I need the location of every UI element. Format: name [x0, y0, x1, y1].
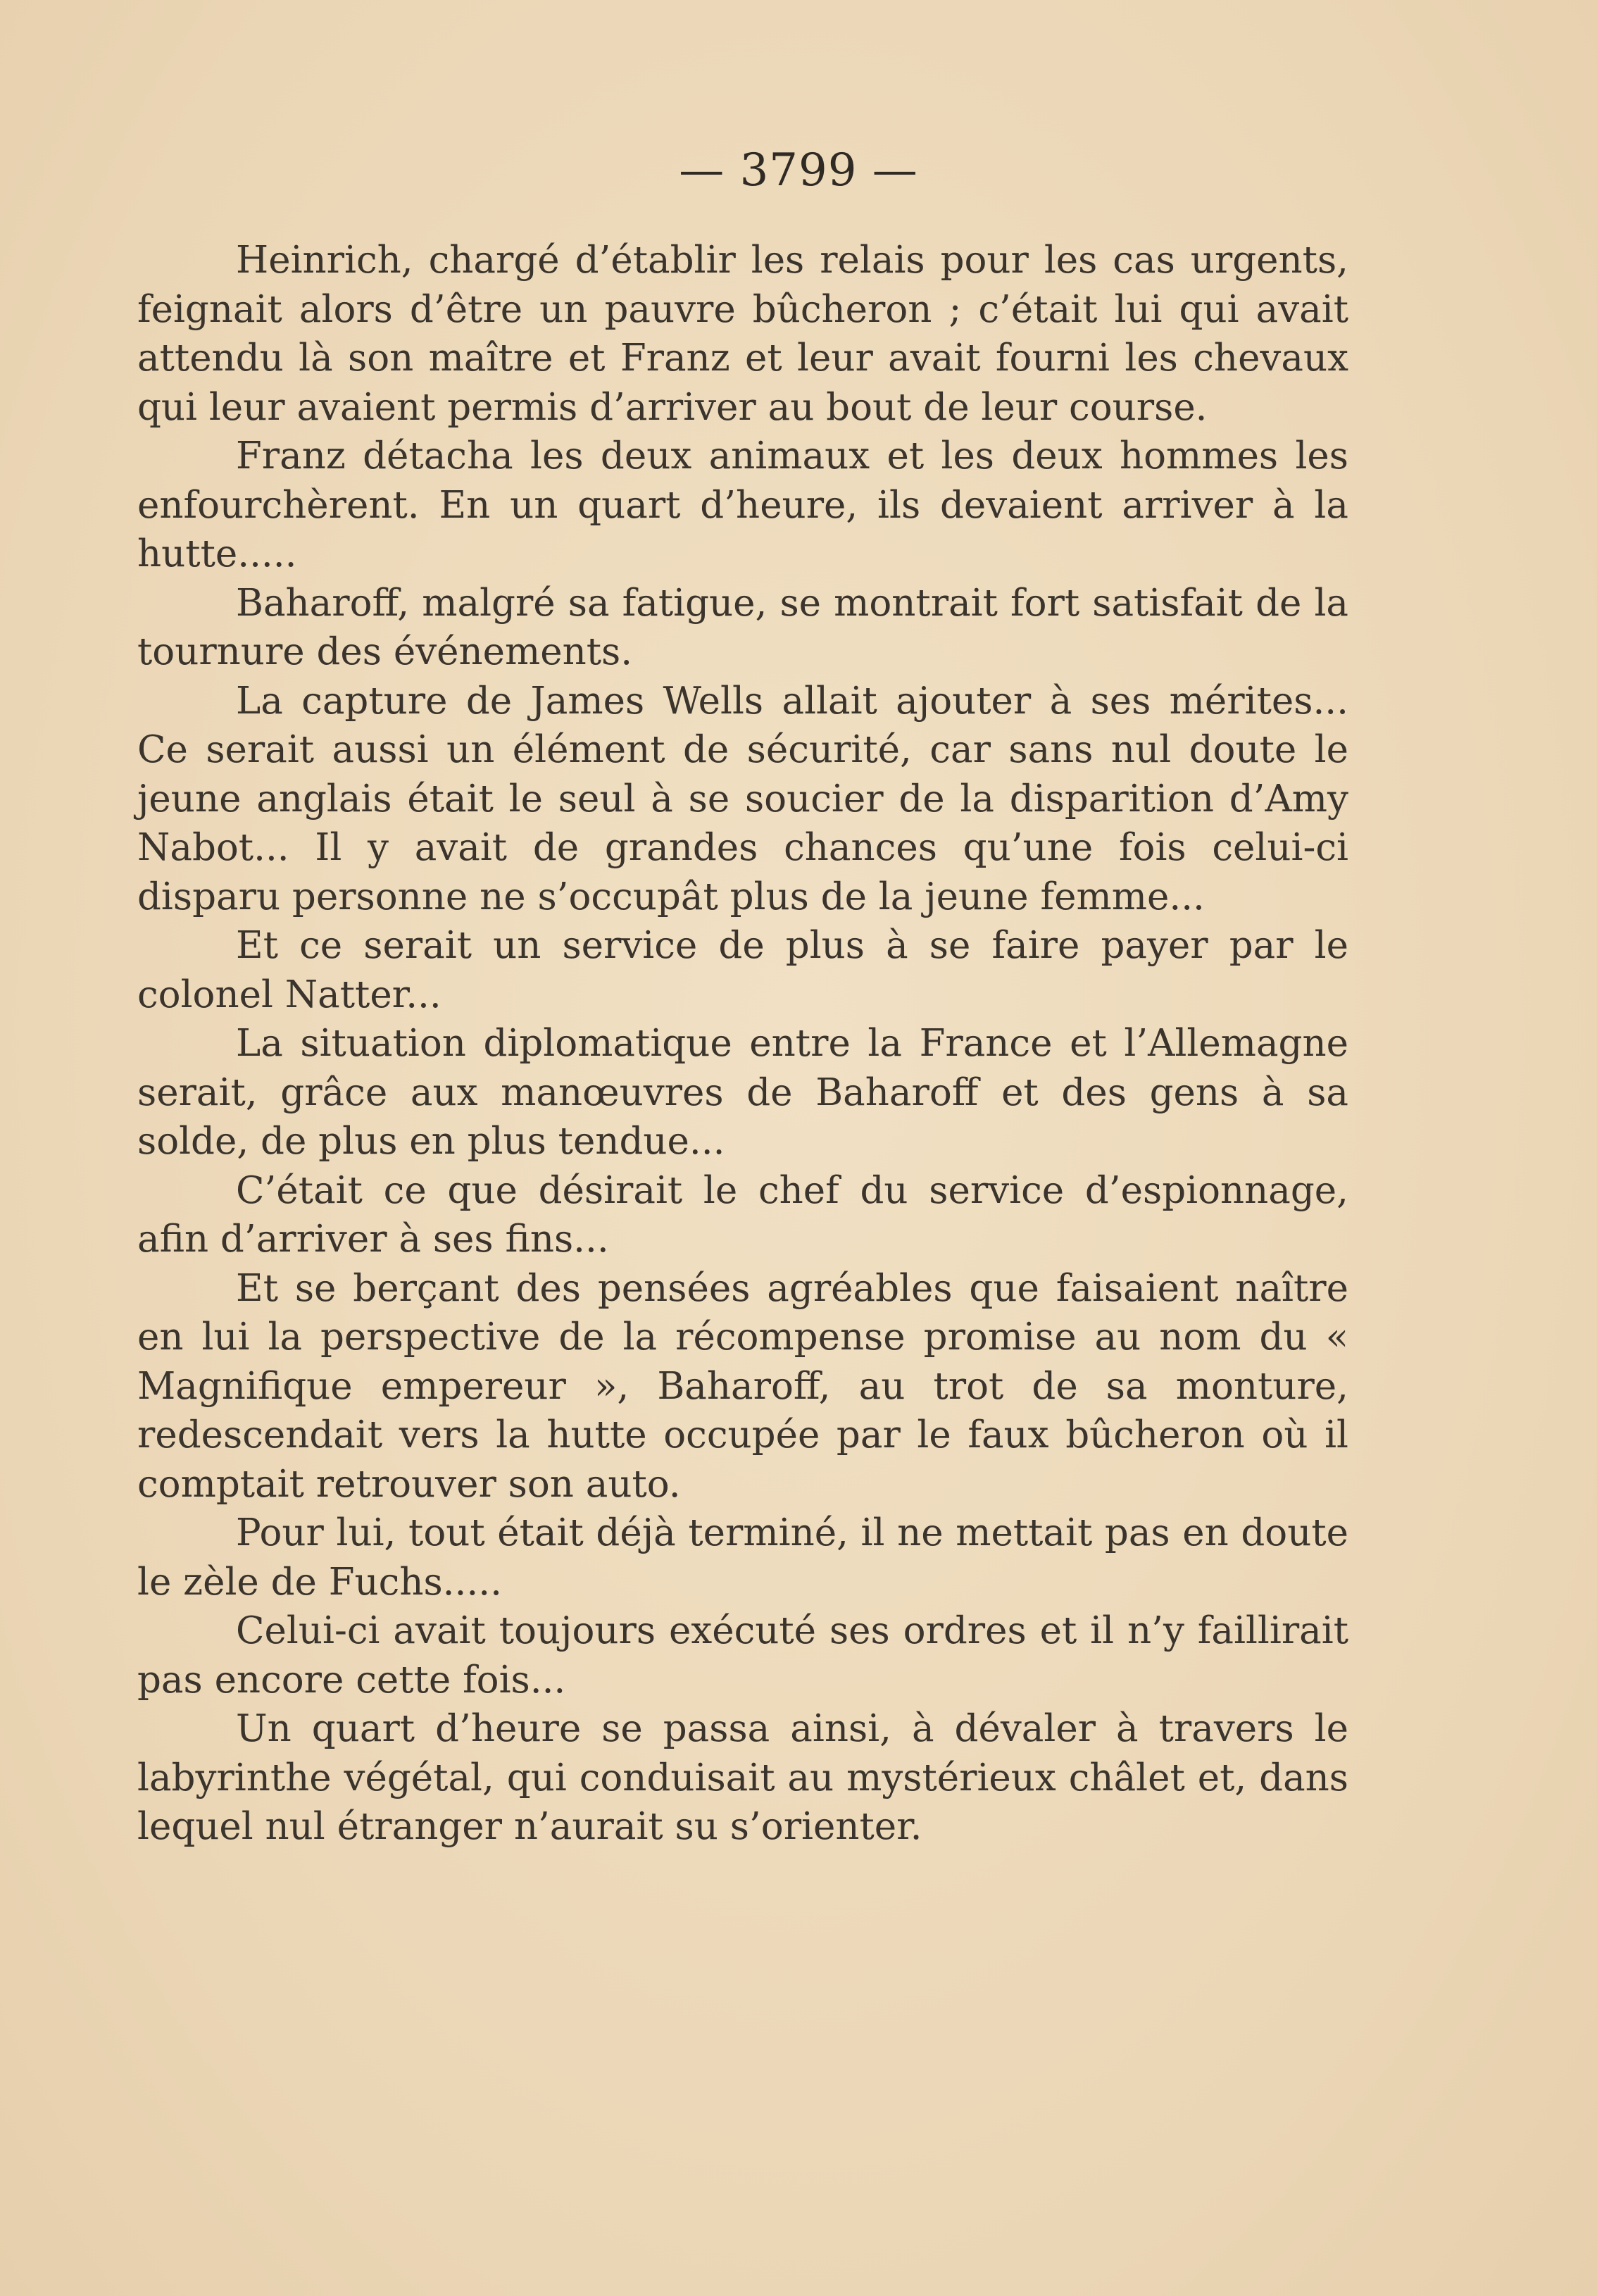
paragraph: Baharoff, malgré sa fatigue, se montrait fort satisfait de la tournure des événements. — [137, 581, 1348, 673]
paragraph: Franz détacha les deux animaux et les deux hommes les enfourchèrent. En un quart d’heure, ils devaient arriver à la hutte..... — [137, 435, 1348, 575]
paragraph: C’était ce que désirait le chef du service d’espionnage, afin d’arriver à ses fins... — [137, 1168, 1348, 1261]
paragraph: La capture de James Wells allait ajouter à ses mérites... Ce serait aussi un élément de sécurité, car sans nul doute le jeune anglais était le seul à se soucier de la disparition d’Amy Nabot... Il y avait de grandes chances qu’une fois celui-ci disparu personne ne s’occupât plus de la jeune femme... — [137, 679, 1348, 918]
paragraph: Heinrich, chargé d’établir les relais pour les cas urgents, feignait alors d’être un pauvre bûcheron ; c’était lui qui avait attendu là son maître et Franz et leur avait fourni les chevaux qui leur avaient permis d’arriver au bout de leur course. — [137, 239, 1348, 429]
paragraph: La situation diplomatique entre la France et l’Allemagne serait, grâce aux manœuvres de Baharoff et des gens à sa solde, de plus en plus tendue... — [137, 1022, 1348, 1163]
page-number: — 3799 — — [679, 144, 918, 196]
paragraph: Celui-ci avait toujours exécuté ses ordres et il n’y faillirait pas encore cette fois... — [137, 1609, 1348, 1702]
paragraph: Et ce serait un service de plus à se faire payer par le colonel Natter... — [137, 924, 1348, 1016]
body-text — [137, 236, 1348, 1852]
paragraph: Et se berçant des pensées agréables que faisaient naître en lui la perspective de la récompense promise au nom du « Magnifique empereur », Baharoff, au trot de sa monture, redescendait vers la hutte occupée par le faux bûcheron où il comptait retrouver son auto. — [137, 1266, 1348, 1506]
paragraph: Un quart d’heure se passa ainsi, à dévaler à travers le labyrinthe végétal, qui conduisait au mystérieux châlet et, dans lequel nul étranger n’aurait su s’orienter. — [137, 1707, 1348, 1848]
paragraph: Pour lui, tout était déjà terminé, il ne mettait pas en doute le zèle de Fuchs..... — [137, 1511, 1348, 1604]
